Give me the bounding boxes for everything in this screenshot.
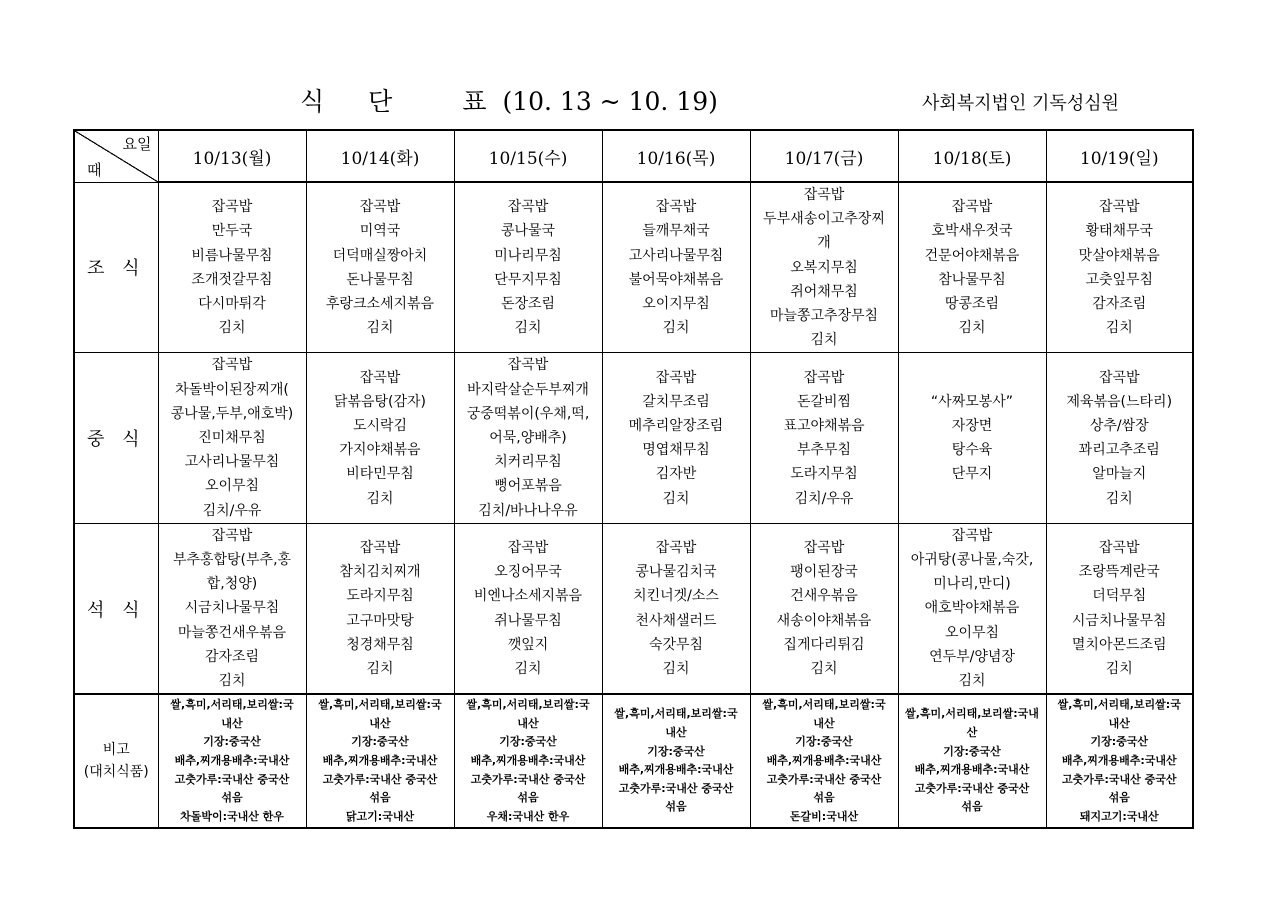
menu-item: 김치 xyxy=(958,673,986,690)
menu-item: 갈치무조림 xyxy=(642,393,710,410)
menu-item: 오복지무침 xyxy=(790,259,858,276)
menu-item: 부추홍합탕(부추,홍 xyxy=(172,552,292,569)
menu-cell xyxy=(602,523,750,694)
menu-cell xyxy=(750,182,898,353)
origin-note-line: 기장:중국산 xyxy=(351,735,409,749)
menu-item: 마늘쫑고추장무침 xyxy=(769,308,879,325)
menu-item: 명엽채무침 xyxy=(642,442,710,459)
corner-meal-label: 때 xyxy=(87,160,102,179)
menu-item: 깻잎지 xyxy=(507,636,549,653)
menu-cell xyxy=(306,182,454,353)
menu-item: 자장면 xyxy=(951,417,993,434)
notes-row xyxy=(74,694,1193,828)
menu-item: 상추/쌈장 xyxy=(1089,417,1149,434)
origin-note-line: 배추,찌개용배추:국내산 xyxy=(174,753,290,767)
menu-item: 돈나물무침 xyxy=(346,271,414,288)
menu-item: 감자조림 xyxy=(1092,295,1147,312)
origin-note-line: 우채:국내산 한우 xyxy=(486,809,570,823)
origin-note-line: 내산 xyxy=(1108,716,1130,730)
menu-item: 만두국 xyxy=(211,223,253,240)
origin-note-line: 돼지고기:국내산 xyxy=(1079,809,1159,823)
menu-item: 맛살야채볶음 xyxy=(1078,247,1160,264)
menu-cell xyxy=(898,182,1046,353)
origin-note-line: 쌀,흑미,서리태,보리쌀:국 xyxy=(170,698,294,712)
origin-note-line: 배추,찌개용배추:국내산 xyxy=(914,763,1030,777)
menu-item: 김치 xyxy=(514,320,542,337)
weekly-menu-table xyxy=(73,129,1194,829)
corner-day-label: 요일 xyxy=(122,135,152,153)
origin-note-cell xyxy=(602,694,750,828)
menu-item: 오징어무국 xyxy=(494,564,562,581)
day-header: 10/15(수) xyxy=(454,130,602,182)
menu-cell xyxy=(306,353,454,523)
origin-note-line: 고춧가루:국내산 중국산 xyxy=(914,781,1030,795)
menu-cell xyxy=(158,182,306,353)
title-date-range: (10. 13 ~ 10. 19) xyxy=(502,87,718,116)
day-header: 10/16(목) xyxy=(602,130,750,182)
menu-item: 더덕무침 xyxy=(1092,588,1147,605)
origin-note-line: 쌀,흑미,서리태,보리쌀:국 xyxy=(318,698,442,712)
origin-note-line: 섞음 xyxy=(1108,791,1130,805)
menu-item: 치킨너겟/소스 xyxy=(633,588,719,605)
menu-cell xyxy=(158,523,306,694)
menu-item: 천사채샐러드 xyxy=(635,612,717,629)
origin-note-cell xyxy=(898,694,1046,828)
menu-item: 잡곡밥 xyxy=(211,527,253,544)
menu-item: 잡곡밥 xyxy=(803,369,845,386)
menu-cell xyxy=(1046,182,1193,353)
menu-item: 두부새송이고추장찌 xyxy=(763,211,885,228)
day-header: 10/13(월) xyxy=(158,130,306,182)
menu-item: 잡곡밥 xyxy=(359,199,401,216)
menu-item: 바지락살순두부찌개 xyxy=(467,381,589,398)
origin-note-line: 섞음 xyxy=(517,791,539,805)
origin-note-line: 배추,찌개용배추:국내산 xyxy=(618,763,734,777)
menu-item: 표고야채볶음 xyxy=(783,417,865,434)
title-word-2: 단 xyxy=(368,87,393,116)
menu-item: 집게다리튀김 xyxy=(783,636,865,653)
menu-item: 애호박야채볶음 xyxy=(924,600,1020,617)
menu-item: 메추리알장조림 xyxy=(628,417,724,434)
menu-item: 비엔나소세지볶음 xyxy=(473,588,583,605)
menu-item: 궁중떡볶이(우채,떡, xyxy=(466,405,590,422)
menu-item: 차돌박이된장찌개( xyxy=(175,381,289,398)
menu-item: 고춧잎무침 xyxy=(1085,271,1154,288)
menu-item: 뻥어포볶음 xyxy=(494,478,562,495)
menu-item: 잡곡밥 xyxy=(359,369,401,386)
menu-item: 김치 xyxy=(218,673,246,690)
menu-item: 김치 xyxy=(958,320,986,337)
origin-note-line: 닭고기:국내산 xyxy=(345,809,415,823)
menu-item: 김치 xyxy=(810,332,838,349)
menu-item: 미나리,만디) xyxy=(933,576,1011,593)
menu-item: 마늘쫑건새우볶음 xyxy=(177,624,287,641)
origin-note-line: 고춧가루:국내산 중국산 xyxy=(618,781,734,795)
menu-item: 김치 xyxy=(514,660,542,677)
origin-note-line: 쌀,흑미,서리태,보리쌀:국 xyxy=(762,698,886,712)
menu-item: 김치 xyxy=(810,660,838,677)
menu-item: 멸치아몬드조림 xyxy=(1071,636,1167,653)
menu-item: 황태채무국 xyxy=(1085,223,1154,240)
menu-item: 가지야채볶음 xyxy=(339,442,421,459)
day-header: 10/14(화) xyxy=(306,130,454,182)
origin-note-line: 쌀,흑미,서리태,보리쌀:국 xyxy=(614,707,738,721)
menu-cell xyxy=(750,523,898,694)
menu-item: 잡곡밥 xyxy=(211,199,253,216)
menu-item: 탕수육 xyxy=(951,442,993,459)
origin-note-line: 기장:중국산 xyxy=(1090,735,1149,749)
origin-note-line: 쌀,흑미,서리태,보리쌀:국 xyxy=(1057,698,1181,712)
menu-cell xyxy=(1046,523,1193,694)
origin-note-line: 배추,찌개용배추:국내산 xyxy=(322,753,438,767)
menu-item: 잡곡밥 xyxy=(803,539,845,556)
menu-item: 시금치나물무침 xyxy=(1071,612,1167,629)
meal-label-breakfast: 조 식 xyxy=(74,182,158,353)
origin-note-line: 배추,찌개용배추:국내산 xyxy=(766,753,882,767)
title-word-1: 식 xyxy=(300,87,325,116)
origin-note-line: 고춧가루:국내산 중국산 xyxy=(766,772,882,786)
origin-note-line: 쌀,흑미,서리태,보리쌀:국 xyxy=(466,698,590,712)
menu-item: 개 xyxy=(817,235,831,252)
origin-note-line: 기장:중국산 xyxy=(499,735,557,749)
origin-note-line: 섞음 xyxy=(665,800,687,814)
menu-cell xyxy=(454,523,602,694)
menu-item: 연두부/양념장 xyxy=(929,648,1015,665)
menu-item: 콩나물국 xyxy=(500,223,556,240)
origin-note-line: 섞음 xyxy=(221,791,243,805)
origin-note-line: 내산 xyxy=(813,716,835,730)
menu-item: 닭볶음탕(감자) xyxy=(333,393,427,410)
header-row xyxy=(74,130,1193,182)
origin-note-cell xyxy=(1046,694,1193,828)
menu-item: 다시마튀각 xyxy=(198,295,266,312)
dinner-row xyxy=(74,523,1193,694)
menu-cell xyxy=(898,353,1046,523)
menu-item: 김치/바나나우유 xyxy=(478,502,578,519)
origin-note-line: 쌀,흑미,서리태,보리쌀:국내 xyxy=(905,707,1039,721)
menu-item: 잡곡밥 xyxy=(211,357,253,374)
origin-note-line: 고춧가루:국내산 중국산 xyxy=(470,772,586,786)
menu-item: 도시락김 xyxy=(352,417,408,434)
title-word-3: 표 xyxy=(462,87,487,116)
menu-item: 잡곡밥 xyxy=(507,199,549,216)
origin-note-cell xyxy=(306,694,454,828)
menu-item: 꽈리고추조림 xyxy=(1078,442,1160,459)
menu-item: 김치/우유 xyxy=(794,490,854,507)
menu-item: 오이무침 xyxy=(204,478,260,495)
menu-item: 김치 xyxy=(1105,660,1133,677)
corner-cell xyxy=(74,130,158,182)
menu-item: 시금치나물무침 xyxy=(184,600,280,617)
origin-note-line: 섞음 xyxy=(813,791,835,805)
origin-note-line: 기장:중국산 xyxy=(203,735,261,749)
notes-label xyxy=(74,694,158,828)
menu-item: 합,청양) xyxy=(206,576,258,593)
menu-item: 김치 xyxy=(1105,490,1133,507)
menu-cell xyxy=(306,523,454,694)
origin-note-line: 배추,찌개용배추:국내산 xyxy=(470,753,586,767)
menu-item: 잡곡밥 xyxy=(803,187,845,203)
menu-item: 후랑크소세지볶음 xyxy=(325,295,435,312)
menu-item: 비타민무침 xyxy=(346,466,414,483)
menu-item: 아귀탕(콩나물,숙갓, xyxy=(910,552,1034,569)
menu-item: 땅콩조림 xyxy=(944,295,1000,312)
menu-item: 잡곡밥 xyxy=(951,199,993,216)
menu-item: 조개젓갈무침 xyxy=(191,271,273,288)
origin-note-line: 고춧가루:국내산 중국산 xyxy=(174,772,290,786)
menu-item: 단무지 xyxy=(951,466,993,483)
breakfast-row xyxy=(74,182,1193,353)
menu-item: 고구마맛탕 xyxy=(346,612,414,629)
menu-item: 단무지무침 xyxy=(494,271,562,288)
menu-item: 잡곡밥 xyxy=(1098,199,1140,216)
menu-item: 참나물무침 xyxy=(938,271,1006,288)
menu-item: 잡곡밥 xyxy=(951,527,993,544)
menu-item: 새송이야채볶음 xyxy=(776,612,872,629)
menu-item: 고사리나물무침 xyxy=(628,247,724,264)
menu-cell xyxy=(158,353,306,523)
menu-item: 청경채무침 xyxy=(346,636,414,653)
origin-note-line: 기장:중국산 xyxy=(943,744,1001,758)
menu-item: 치커리무침 xyxy=(494,454,562,471)
origin-note-line: 기장:중국산 xyxy=(795,735,853,749)
menu-item: “사짜모봉사” xyxy=(930,393,1014,410)
menu-item: 숙갓무침 xyxy=(648,636,704,653)
menu-item: 비름나물무침 xyxy=(191,247,273,264)
menu-item: 김치 xyxy=(1105,320,1133,337)
meal-label-lunch: 중 식 xyxy=(74,353,158,523)
menu-item: 제육볶음(느타리) xyxy=(1066,393,1173,410)
menu-item: 미나리무침 xyxy=(494,247,562,264)
menu-item: 오이지무침 xyxy=(642,295,710,312)
menu-cell xyxy=(454,353,602,523)
menu-item: 건새우볶음 xyxy=(790,588,858,605)
menu-item: 돈갈비찜 xyxy=(796,393,852,410)
origin-note-line: 차돌박이:국내산 한우 xyxy=(180,809,284,823)
menu-item: 김자반 xyxy=(655,466,697,483)
origin-note-line: 배추,찌개용배추:국내산 xyxy=(1061,753,1177,767)
menu-item: 팽이된장국 xyxy=(790,564,858,581)
menu-cell xyxy=(1046,353,1193,523)
menu-cell xyxy=(454,182,602,353)
menu-item: 알마늘지 xyxy=(1092,466,1147,483)
menu-item: 도라지무침 xyxy=(346,588,414,605)
menu-item: 부추무침 xyxy=(796,442,852,459)
meal-label-dinner: 석 식 xyxy=(74,523,158,694)
menu-item: 김치 xyxy=(366,490,394,507)
organization-name: 사회복지법인 기독성심원 xyxy=(922,93,1119,114)
menu-item: 참치김치찌개 xyxy=(339,564,421,581)
menu-item: 감자조림 xyxy=(204,648,260,665)
menu-item: 김치 xyxy=(366,660,394,677)
menu-item: 조랑뜩계란국 xyxy=(1078,564,1160,581)
page-title xyxy=(300,82,718,118)
menu-item: 쥐어채무침 xyxy=(790,283,858,300)
menu-item: 잡곡밥 xyxy=(655,369,697,386)
menu-item: 잡곡밥 xyxy=(1098,369,1140,386)
origin-note-cell xyxy=(454,694,602,828)
menu-item: 고사리나물무침 xyxy=(184,454,280,471)
notes-label-line1: 비고 xyxy=(102,742,130,759)
origin-note-line: 내산 xyxy=(665,726,687,740)
menu-cell xyxy=(602,182,750,353)
day-header: 10/19(일) xyxy=(1046,130,1193,182)
origin-note-cell xyxy=(750,694,898,828)
origin-note-line: 산 xyxy=(966,726,978,740)
menu-item: 잡곡밥 xyxy=(507,357,549,374)
menu-item: 도라지무침 xyxy=(790,466,858,483)
menu-item: 잡곡밥 xyxy=(655,539,697,556)
menu-item: 건문어야채볶음 xyxy=(924,247,1020,264)
menu-item: 김치 xyxy=(662,660,690,677)
origin-note-line: 내산 xyxy=(221,716,243,730)
menu-item: 어묵,양배추) xyxy=(489,430,567,447)
menu-item: 잡곡밥 xyxy=(655,199,697,216)
origin-note-line: 내산 xyxy=(369,716,391,730)
menu-item: 김치/우유 xyxy=(202,502,262,519)
menu-item: 잡곡밥 xyxy=(1098,539,1140,556)
lunch-row xyxy=(74,353,1193,523)
menu-item: 미역국 xyxy=(359,223,401,240)
origin-note-line: 기장:중국산 xyxy=(647,744,705,758)
notes-label-line2: (대치식품) xyxy=(83,764,149,781)
origin-note-line: 섞음 xyxy=(369,791,391,805)
menu-item: 김치 xyxy=(662,490,690,507)
origin-note-line: 돈갈비:국내산 xyxy=(789,809,859,823)
menu-item: 오이무침 xyxy=(944,624,1000,641)
origin-note-line: 내산 xyxy=(517,716,539,730)
menu-cell xyxy=(898,523,1046,694)
menu-cell xyxy=(602,353,750,523)
menu-item: 잡곡밥 xyxy=(359,539,401,556)
menu-item: 호박새우젓국 xyxy=(931,223,1013,240)
menu-item: 콩나물,두부,애호박) xyxy=(170,405,294,422)
origin-note-line: 고춧가루:국내산 중국산 xyxy=(1062,772,1177,786)
menu-item: 김치 xyxy=(366,320,394,337)
menu-item: 불어묵야채볶음 xyxy=(628,271,724,288)
menu-item: 잡곡밥 xyxy=(507,539,549,556)
menu-item: 쥐나물무침 xyxy=(494,612,562,629)
origin-note-line: 섞음 xyxy=(961,800,983,814)
day-header: 10/18(토) xyxy=(898,130,1046,182)
menu-item: 진미채무침 xyxy=(198,430,266,447)
origin-note-line: 고춧가루:국내산 중국산 xyxy=(322,772,438,786)
origin-note-cell xyxy=(158,694,306,828)
menu-item: 돈장조림 xyxy=(500,295,556,312)
menu-cell xyxy=(750,353,898,523)
menu-item: 김치 xyxy=(662,320,690,337)
menu-item: 콩나물김치국 xyxy=(635,564,717,581)
menu-item: 더덕매실짱아치 xyxy=(332,247,428,264)
day-header: 10/17(금) xyxy=(750,130,898,182)
menu-item: 김치 xyxy=(218,320,246,337)
menu-item: 들깨무채국 xyxy=(642,223,710,240)
